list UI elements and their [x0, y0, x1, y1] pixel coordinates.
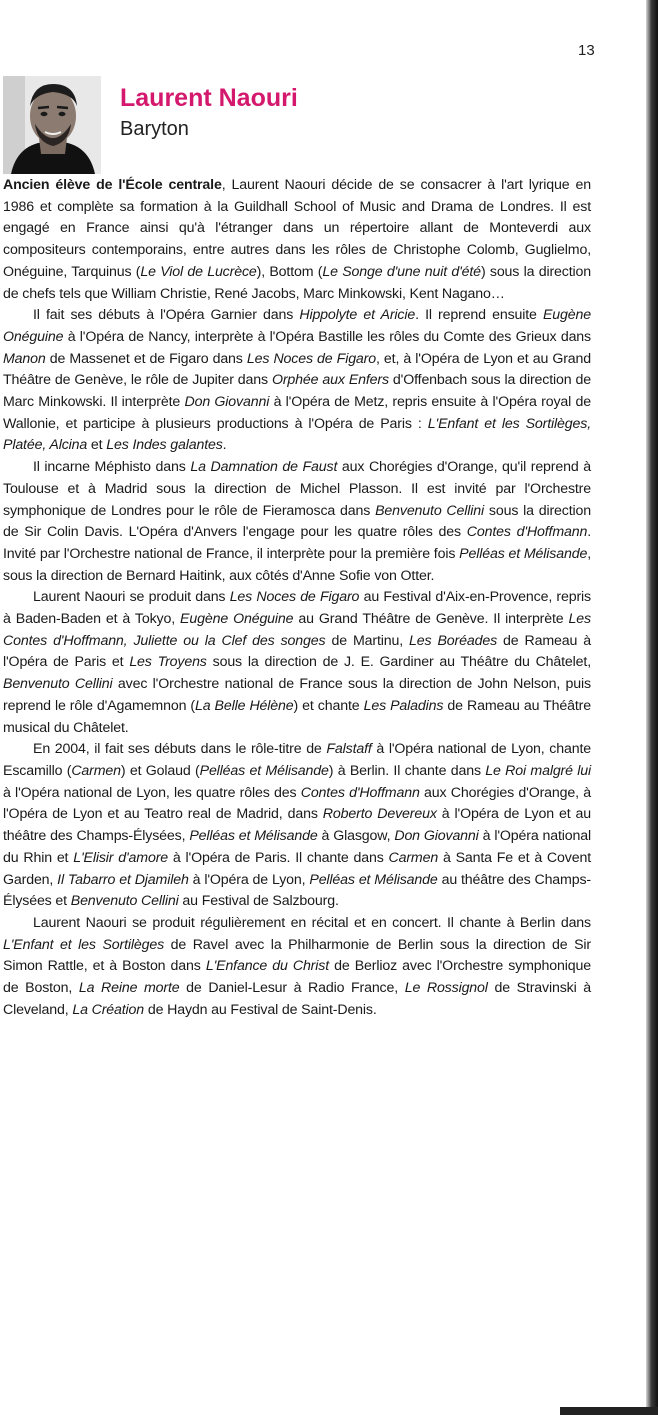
bio-paragraph-6: Laurent Naouri se produit régulièrement en récital et en concert. Il chante à Berlin dans L'Enfant et les Sortilèges de Ravel avec la Philharmonie de Berlin sous la direction de Sir Simon Rattle, et à Boston dans L'Enfance du Christ de Berlioz avec l'Orchestre symphonique de Boston, La Reine morte de Daniel-Lesur à Radio France, Le Rossignol de Stravinski à Cleveland, La Création de Haydn au Festival de Saint-Denis.: [3, 914, 591, 1018]
work-title: L'Enfant et les Sortilèges: [3, 936, 165, 953]
work-title: Les Noces de Figaro: [229, 589, 360, 606]
bio-lead: Ancien élève de l'École centrale: [3, 177, 222, 193]
work-title: Roberto Devereux: [322, 806, 437, 823]
work-title: Pelléas et Mélisande: [459, 545, 588, 562]
bio-paragraph-5: En 2004, il fait ses débuts dans le rôle-titre de Falstaff à l'Opéra national de Lyon, chante Escamillo (Carmen) et Golaud (Pelléas et Mélisande) à Berlin. Il chante dans Le Roi malgré lui à l'Opéra national de Lyon, les quatre rôles des Contes d'Hoffmann aux Chorégies d'Orange, à l'Opéra de Lyon et au Teatro real de Madrid, dans Roberto Devereux à l'Opéra de Lyon et au théâtre des Champs-Élysées, Pelléas et Mélisande à Glasgow, Don Giovanni à l'Opéra national du Rhin et L'Elisir d'amore à l'Opéra de Paris. Il chante dans Carmen à Santa Fe et à Covent Garden, Il Tabarro et Djamileh à l'Opéra de Lyon, Pelléas et Mélisande au théâtre des Champs-Élysées et Benvenuto Cellini au Festival de Salzbourg.: [3, 741, 592, 910]
work-title: Benvenuto Cellini: [70, 893, 179, 910]
artist-voice-type: Baryton: [120, 118, 189, 140]
work-title: Manon: [3, 350, 46, 367]
work-title: Don Giovanni: [184, 394, 270, 411]
work-title: La Reine morte: [78, 980, 180, 997]
work-title: La Damnation de Faust: [190, 459, 338, 476]
work-title: Contes d'Hoffmann: [300, 784, 420, 801]
artist-portrait: [3, 76, 101, 174]
work-title: Les Indes galantes: [106, 437, 223, 454]
work-title: Le Songe d'une nuit d'été: [322, 263, 481, 280]
work-title: Le Rossignol: [404, 980, 488, 997]
work-title: Carmen: [71, 762, 121, 779]
work-title: Eugène Onéguine: [180, 611, 294, 628]
work-title: Benvenuto Cellini: [375, 502, 485, 519]
bio-paragraph-4: Laurent Naouri se produit dans Les Noces de Figaro au Festival d'Aix-en-Provence, repris à Baden-Baden et à Tokyo, Eugène Onéguine au Grand Théâtre de Genève. Il interprète Les Contes d'Hoffmann, Juliette ou la Clef des songes de Martinu, Les Boréades de Rameau à l'Opéra de Paris et Les Troyens sous la direction de J. E. Gardiner au Théâtre du Châtelet, Benvenuto Cellini avec l'Orchestre national de France sous la direction de John Nelson, puis reprend le rôle d'Agamemnon (La Belle Hélène) et chante Les Paladins de Rameau au Théâtre musical du Châtelet.: [3, 589, 592, 736]
bio-paragraph-3: Il incarne Méphisto dans La Damnation de Faust aux Chorégies d'Orange, qu'il reprend à Toulouse et à Madrid sous la direction de Michel Plasson. Il est invité par l'Orchestre symphonique de Londres pour le rôle de Fieramosca dans Benvenuto Cellini sous la direction de Sir Colin Davis. L'Opéra d'Anvers l'engage pour les quatre rôles des Contes d'Hoffmann. Invité par l'Orchestre national de France, il interprète pour la première fois Pelléas et Mélisande, sous la direction de Bernard Haitink, aux côtés d'Anne Sofie von Otter.: [3, 459, 592, 584]
work-title: Le Viol de Lucrèce: [140, 263, 257, 280]
work-title: Pelléas et Mélisande: [309, 871, 438, 888]
work-title: L'Enfant et les Sortilèges, Platée, Alcina: [3, 415, 591, 454]
work-title: La Belle Hélène: [194, 697, 294, 714]
work-title: L'Elisir d'amore: [73, 849, 169, 866]
work-title: Eugène Onéguine: [3, 307, 591, 345]
page-number: 13: [578, 42, 595, 59]
work-title: Don Giovanni: [394, 828, 479, 845]
work-title: Orphée aux Enfers: [271, 372, 389, 389]
work-title: Falstaff: [326, 741, 372, 758]
bio-paragraph-2: Il fait ses débuts à l'Opéra Garnier dans Hippolyte et Aricie. Il reprend ensuite Eugène Onéguine à l'Opéra de Nancy, interprète à l'Opéra Bastille les rôles du Comte des Grieux dans Manon de Massenet et de Figaro dans Les Noces de Figaro, et, à l'Opéra de Lyon et au Grand Théâtre de Genève, le rôle de Jupiter dans Orphée aux Enfers d'Offenbach sous la direction de Marc Minkowski. Il interprète Don Giovanni à l'Opéra de Metz, repris ensuite à l'Opéra royal de Wallonie, et participe à plusieurs productions à l'Opéra de Paris : L'Enfant et les Sortilèges, Platée, Alcina et Les Indes galantes.: [3, 307, 592, 454]
work-title: La Création: [72, 1001, 145, 1018]
artist-name: Laurent Naouri: [120, 84, 298, 112]
bio-paragraph-1: Ancien élève de l'École centrale, Laurent Naouri décide de se consacrer à l'art lyrique en 1986 et complète sa formation à la Guildhall School of Music and Drama de Londres. Il est engagé en France ainsi qu'à l'étranger dans un répertoire allant de Monteverdi aux compositeurs contemporains, entre autres dans les rôles de Christophe Colomb, Guglielmo, Onéguine, Tarquinus (Le Viol de Lucrèce), Bottom (Le Songe d'une nuit d'été) sous la direction de chefs tels que William Christie, René Jacobs, Marc Minkowski, Kent Nagano…: [3, 177, 591, 302]
work-title: Hippolyte et Aricie: [299, 307, 416, 324]
page-edge-shadow: [646, 0, 658, 1415]
work-title: Les Troyens: [129, 654, 207, 671]
work-title: Il Tabarro et Djamileh: [57, 871, 189, 888]
page-corner-shadow: [560, 1407, 658, 1415]
artist-header: [120, 84, 298, 141]
work-title: Le Roi malgré lui: [485, 762, 592, 779]
work-title: Carmen: [388, 849, 439, 866]
work-title: Les Contes d'Hoffmann, Juliette ou la Clef des songes: [3, 611, 591, 649]
biography: [3, 175, 591, 1021]
work-title: L'Enfance du Christ: [205, 958, 329, 975]
work-title: Contes d'Hoffmann: [466, 524, 588, 541]
work-title: Les Paladins: [363, 697, 444, 714]
work-title: Pelléas et Mélisande: [199, 762, 329, 779]
work-title: Les Boréades: [409, 632, 498, 649]
work-title: Les Noces de Figaro: [246, 350, 376, 367]
work-title: Pelléas et Mélisande: [189, 828, 318, 845]
work-title: Benvenuto Cellini: [3, 676, 113, 693]
